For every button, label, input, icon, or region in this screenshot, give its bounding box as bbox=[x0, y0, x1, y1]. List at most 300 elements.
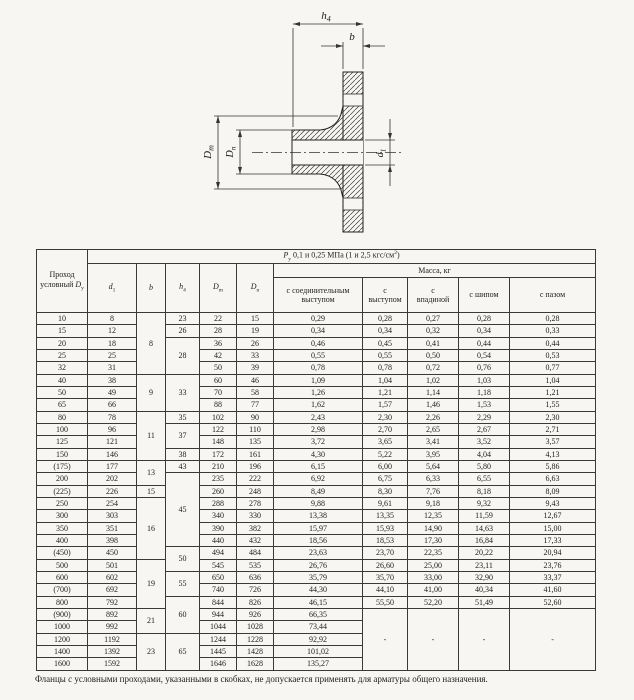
table-cell: 0,33 bbox=[510, 325, 596, 337]
table-cell: 500 bbox=[37, 559, 88, 571]
table-cell: 1600 bbox=[37, 658, 88, 670]
table-cell: 11,59 bbox=[459, 510, 510, 522]
table-cell: 121 bbox=[88, 436, 137, 448]
header-d1: $d_1$ bbox=[88, 264, 137, 313]
table-cell: 51,49 bbox=[459, 596, 510, 608]
table-cell: 4,04 bbox=[459, 448, 510, 460]
table-cell: 32 bbox=[37, 362, 88, 374]
table-cell: 800 bbox=[37, 596, 88, 608]
table-cell: 65 bbox=[166, 633, 200, 670]
table-cell: 300 bbox=[37, 510, 88, 522]
table-cell: 46 bbox=[237, 374, 274, 386]
table-cell: 1,62 bbox=[274, 399, 363, 411]
bolt-hole-band-bottom bbox=[344, 198, 363, 210]
table-row bbox=[37, 559, 596, 571]
table-cell: 1,53 bbox=[459, 399, 510, 411]
table-cell: 1,18 bbox=[459, 386, 510, 398]
table-cell: 125 bbox=[37, 436, 88, 448]
flange-section-drawing bbox=[0, 0, 634, 249]
table-row bbox=[37, 547, 596, 559]
table-cell: 161 bbox=[237, 448, 274, 460]
table-cell: 20 bbox=[37, 337, 88, 349]
table-cell: 1,26 bbox=[274, 386, 363, 398]
table-cell: 0,32 bbox=[408, 325, 459, 337]
table-row bbox=[37, 497, 596, 509]
table-cell: 70 bbox=[200, 386, 237, 398]
table-cell: 6,00 bbox=[363, 460, 408, 472]
table-cell: 226 bbox=[88, 485, 137, 497]
table-cell: 535 bbox=[237, 559, 274, 571]
table-row bbox=[37, 337, 596, 349]
table-cell: 39 bbox=[237, 362, 274, 374]
table-cell: 248 bbox=[237, 485, 274, 497]
table-cell: 35,79 bbox=[274, 571, 363, 583]
table-cell: 31 bbox=[88, 362, 137, 374]
table-cell: 740 bbox=[200, 584, 237, 596]
table-cell: 15 bbox=[137, 485, 166, 497]
table-row bbox=[37, 485, 596, 497]
table-cell: 2,65 bbox=[408, 423, 459, 435]
table-cell: 12,35 bbox=[408, 510, 459, 522]
table-cell: 49 bbox=[88, 386, 137, 398]
table-cell: 288 bbox=[200, 497, 237, 509]
table-cell: 1,21 bbox=[363, 386, 408, 398]
flange-table-body bbox=[37, 313, 596, 671]
table-cell: 0,55 bbox=[274, 349, 363, 361]
table-cell: 340 bbox=[200, 510, 237, 522]
table-cell: 88 bbox=[200, 399, 237, 411]
table-cell: 1228 bbox=[237, 633, 274, 645]
table-row bbox=[37, 313, 596, 325]
table-cell: 1445 bbox=[200, 645, 237, 657]
table-cell: 0,34 bbox=[459, 325, 510, 337]
table-cell: 2,29 bbox=[459, 411, 510, 423]
table-cell: 73,44 bbox=[274, 621, 363, 633]
table-cell: 80 bbox=[37, 411, 88, 423]
table-cell: 0,28 bbox=[510, 313, 596, 325]
table-cell: 23 bbox=[137, 633, 166, 670]
table-cell: - bbox=[408, 608, 459, 670]
table-cell: 2,67 bbox=[459, 423, 510, 435]
header-mass: Масса, кг bbox=[274, 264, 596, 278]
table-cell: 46,15 bbox=[274, 596, 363, 608]
table-cell: 1,03 bbox=[459, 374, 510, 386]
table-cell: 15,93 bbox=[363, 522, 408, 534]
table-cell: 826 bbox=[237, 596, 274, 608]
table-cell: 1,55 bbox=[510, 399, 596, 411]
table-cell: 66,35 bbox=[274, 608, 363, 620]
table-cell: 13,38 bbox=[274, 510, 363, 522]
header-nominal-bore: Проход условный $D_у$ bbox=[37, 250, 88, 313]
table-cell: 18 bbox=[88, 337, 137, 349]
table-cell: 135,27 bbox=[274, 658, 363, 670]
table-cell: 222 bbox=[237, 473, 274, 485]
table-cell: 202 bbox=[88, 473, 137, 485]
table-cell: 792 bbox=[88, 596, 137, 608]
table-cell: - bbox=[363, 608, 408, 670]
header-mass-connecting-ledge: с соединительным выступом bbox=[274, 278, 363, 313]
header-b: b bbox=[137, 264, 166, 313]
table-cell: 3,41 bbox=[408, 436, 459, 448]
header-dn: $D_n$ bbox=[237, 264, 274, 313]
table-cell: 33 bbox=[237, 349, 274, 361]
table-cell: 210 bbox=[200, 460, 237, 472]
header-mass-ledge: с выступом bbox=[363, 278, 408, 313]
table-cell: 9 bbox=[137, 374, 166, 411]
table-cell: 23,70 bbox=[363, 547, 408, 559]
table-cell: 96 bbox=[88, 423, 137, 435]
table-cell: 0,78 bbox=[363, 362, 408, 374]
table-cell: 50 bbox=[37, 386, 88, 398]
table-cell: 330 bbox=[237, 510, 274, 522]
table-cell: (450) bbox=[37, 547, 88, 559]
table-cell: 44,10 bbox=[363, 584, 408, 596]
table-row bbox=[37, 608, 596, 620]
table-cell: 9,18 bbox=[408, 497, 459, 509]
table-cell: (225) bbox=[37, 485, 88, 497]
table-cell: 1646 bbox=[200, 658, 237, 670]
table-cell: 26,76 bbox=[274, 559, 363, 571]
table-row bbox=[37, 460, 596, 472]
table-cell: 1400 bbox=[37, 645, 88, 657]
table-cell: 8 bbox=[88, 313, 137, 325]
table-cell: 7,76 bbox=[408, 485, 459, 497]
table-cell: 6,55 bbox=[459, 473, 510, 485]
table-row bbox=[37, 584, 596, 596]
table-cell: 432 bbox=[237, 534, 274, 546]
table-cell: 23,11 bbox=[459, 559, 510, 571]
table-cell: 33 bbox=[166, 374, 200, 411]
table-cell: 33,37 bbox=[510, 571, 596, 583]
table-row bbox=[37, 423, 596, 435]
table-cell: 2,30 bbox=[363, 411, 408, 423]
table-cell: 36 bbox=[200, 337, 237, 349]
table-cell: (700) bbox=[37, 584, 88, 596]
table-cell: 3,72 bbox=[274, 436, 363, 448]
table-cell: 11 bbox=[137, 411, 166, 460]
table-cell: 450 bbox=[88, 547, 137, 559]
table-cell: 41,60 bbox=[510, 584, 596, 596]
table-cell: 23,76 bbox=[510, 559, 596, 571]
table-cell: 1000 bbox=[37, 621, 88, 633]
table-cell: 90 bbox=[237, 411, 274, 423]
table-row bbox=[37, 349, 596, 361]
table-cell: 19 bbox=[137, 559, 166, 608]
table-header bbox=[37, 250, 596, 313]
table-cell: 38 bbox=[88, 374, 137, 386]
table-cell: 0,45 bbox=[363, 337, 408, 349]
table-cell: 650 bbox=[200, 571, 237, 583]
table-cell: 6,15 bbox=[274, 460, 363, 472]
header-pressure: $P_у$ 0,1 и 0,25 МПа (1 и 2,5 кгс/$см^2$) bbox=[88, 250, 596, 264]
table-cell: 2,71 bbox=[510, 423, 596, 435]
table-cell: 5,86 bbox=[510, 460, 596, 472]
table-cell: - bbox=[510, 608, 596, 670]
table-cell: 0,29 bbox=[274, 313, 363, 325]
table-cell: 60 bbox=[200, 374, 237, 386]
table-cell: 351 bbox=[88, 522, 137, 534]
table-row bbox=[37, 534, 596, 546]
table-row bbox=[37, 436, 596, 448]
table-cell: 400 bbox=[37, 534, 88, 546]
table-cell: 0,46 bbox=[274, 337, 363, 349]
table-cell: 15,00 bbox=[510, 522, 596, 534]
table-row bbox=[37, 399, 596, 411]
table-cell: 122 bbox=[200, 423, 237, 435]
table-cell: 0,55 bbox=[363, 349, 408, 361]
table-cell: 25 bbox=[88, 349, 137, 361]
table-cell: 50 bbox=[166, 547, 200, 572]
table-cell: 602 bbox=[88, 571, 137, 583]
table-cell: 382 bbox=[237, 522, 274, 534]
table-cell: 926 bbox=[237, 608, 274, 620]
table-row bbox=[37, 473, 596, 485]
table-cell: 9,88 bbox=[274, 497, 363, 509]
table-row bbox=[37, 362, 596, 374]
table-cell: 2,43 bbox=[274, 411, 363, 423]
table-cell: 172 bbox=[200, 448, 237, 460]
table-cell: 18,56 bbox=[274, 534, 363, 546]
table-cell: 0,77 bbox=[510, 362, 596, 374]
table-cell: 0,53 bbox=[510, 349, 596, 361]
table-cell: 6,75 bbox=[363, 473, 408, 485]
table-cell: 43 bbox=[166, 460, 200, 472]
header-mass-recess: с впадиной bbox=[408, 278, 459, 313]
table-cell: 37 bbox=[166, 423, 200, 448]
table-cell: 17,33 bbox=[510, 534, 596, 546]
header-mass-tongue: с шипом bbox=[459, 278, 510, 313]
table-cell: 55,50 bbox=[363, 596, 408, 608]
table-cell: 278 bbox=[237, 497, 274, 509]
dimension-b bbox=[321, 42, 385, 69]
table-cell: 992 bbox=[88, 621, 137, 633]
table-cell: 35,70 bbox=[363, 571, 408, 583]
table-cell: 4,13 bbox=[510, 448, 596, 460]
table-cell: 58 bbox=[237, 386, 274, 398]
table-cell: 3,95 bbox=[408, 448, 459, 460]
table-cell: 0,44 bbox=[510, 337, 596, 349]
table-cell: 1,04 bbox=[363, 374, 408, 386]
table-cell: 8,30 bbox=[363, 485, 408, 497]
header-mass-groove: с пазом bbox=[510, 278, 596, 313]
table-cell: 52,60 bbox=[510, 596, 596, 608]
table-cell: 13,35 bbox=[363, 510, 408, 522]
header-h4: $h_4$ bbox=[166, 264, 200, 313]
table-cell: 1628 bbox=[237, 658, 274, 670]
table-cell: 9,32 bbox=[459, 497, 510, 509]
table-cell: 20,22 bbox=[459, 547, 510, 559]
table-cell: 1,57 bbox=[363, 399, 408, 411]
table-row bbox=[37, 325, 596, 337]
table-cell: 2,98 bbox=[274, 423, 363, 435]
dm-label: $D_m$ bbox=[202, 145, 216, 159]
table-cell: 440 bbox=[200, 534, 237, 546]
table-cell: 9,61 bbox=[363, 497, 408, 509]
header-dm: $D_m$ bbox=[200, 264, 237, 313]
table-cell: 50 bbox=[200, 362, 237, 374]
dn-label: $D_n$ bbox=[225, 146, 238, 158]
table-cell: 484 bbox=[237, 547, 274, 559]
table-cell: 21 bbox=[137, 608, 166, 633]
h4-label: $h_4$ bbox=[321, 10, 331, 24]
table-cell: 55 bbox=[166, 571, 200, 596]
table-cell: 1,02 bbox=[408, 374, 459, 386]
table-cell: 254 bbox=[88, 497, 137, 509]
table-cell: 3,65 bbox=[363, 436, 408, 448]
table-cell: 692 bbox=[88, 584, 137, 596]
table-cell: 100 bbox=[37, 423, 88, 435]
table-cell: 65 bbox=[37, 399, 88, 411]
table-cell: 6,33 bbox=[408, 473, 459, 485]
table-cell: 52,20 bbox=[408, 596, 459, 608]
table-cell: 14,63 bbox=[459, 522, 510, 534]
table-cell: 15 bbox=[237, 313, 274, 325]
dimension-dn bbox=[236, 130, 296, 174]
table-cell: 12 bbox=[88, 325, 137, 337]
table-cell: 15 bbox=[37, 325, 88, 337]
table-cell: 22 bbox=[200, 313, 237, 325]
table-cell: 23 bbox=[166, 313, 200, 325]
table-cell: 177 bbox=[88, 460, 137, 472]
table-row bbox=[37, 510, 596, 522]
table-cell: 1,46 bbox=[408, 399, 459, 411]
table-cell: 32,90 bbox=[459, 571, 510, 583]
table-cell: 8,09 bbox=[510, 485, 596, 497]
table-cell: 0,28 bbox=[459, 313, 510, 325]
table-cell: 0,28 bbox=[363, 313, 408, 325]
table-row bbox=[37, 596, 596, 608]
table-cell: 0,50 bbox=[408, 349, 459, 361]
table-cell: 25,00 bbox=[408, 559, 459, 571]
table-row bbox=[37, 411, 596, 423]
table-cell: 1428 bbox=[237, 645, 274, 657]
table-cell: 1,21 bbox=[510, 386, 596, 398]
table-cell: 16 bbox=[137, 497, 166, 559]
table-cell: 1200 bbox=[37, 633, 88, 645]
table-cell: 3,57 bbox=[510, 436, 596, 448]
table-cell: 12,67 bbox=[510, 510, 596, 522]
footnote: Фланцы с условными проходами, указанными в скобках, не допускается применять для арматуры общего назначения. bbox=[35, 674, 488, 684]
table-cell: 1392 bbox=[88, 645, 137, 657]
table-cell: 26 bbox=[166, 325, 200, 337]
table-cell: 33,00 bbox=[408, 571, 459, 583]
table-cell: 494 bbox=[200, 547, 237, 559]
table-cell: 60 bbox=[166, 596, 200, 633]
table-cell: 600 bbox=[37, 571, 88, 583]
table-cell: 1028 bbox=[237, 621, 274, 633]
table-cell: 390 bbox=[200, 522, 237, 534]
table-cell: 1244 bbox=[200, 633, 237, 645]
table-cell: 14,90 bbox=[408, 522, 459, 534]
table-cell: 0,72 bbox=[408, 362, 459, 374]
table-cell: 150 bbox=[37, 448, 88, 460]
table-cell: 5,64 bbox=[408, 460, 459, 472]
table-row bbox=[37, 522, 596, 534]
table-cell: 260 bbox=[200, 485, 237, 497]
table-cell: 398 bbox=[88, 534, 137, 546]
table-cell: 45 bbox=[166, 473, 200, 547]
table-cell: 250 bbox=[37, 497, 88, 509]
table-cell: 0,27 bbox=[408, 313, 459, 325]
table-cell: 110 bbox=[237, 423, 274, 435]
table-cell: 44,30 bbox=[274, 584, 363, 596]
table-cell: 17,30 bbox=[408, 534, 459, 546]
table-cell: 23,63 bbox=[274, 547, 363, 559]
table-cell: 148 bbox=[200, 436, 237, 448]
table-cell: 1,14 bbox=[408, 386, 459, 398]
bolt-hole-band-top bbox=[344, 94, 363, 106]
table-cell: 102 bbox=[200, 411, 237, 423]
table-cell: 5,80 bbox=[459, 460, 510, 472]
table-cell: 26 bbox=[237, 337, 274, 349]
table-cell: 16,84 bbox=[459, 534, 510, 546]
table-cell: 6,63 bbox=[510, 473, 596, 485]
table-cell: 38 bbox=[166, 448, 200, 460]
table-cell: 42 bbox=[200, 349, 237, 361]
table-cell: 1,09 bbox=[274, 374, 363, 386]
table-cell: 196 bbox=[237, 460, 274, 472]
table-cell: 2,70 bbox=[363, 423, 408, 435]
table-cell: 1044 bbox=[200, 621, 237, 633]
table-cell: 135 bbox=[237, 436, 274, 448]
table-cell: 25 bbox=[37, 349, 88, 361]
table-cell: 8,18 bbox=[459, 485, 510, 497]
table-cell: 15,97 bbox=[274, 522, 363, 534]
table-cell: 19 bbox=[237, 325, 274, 337]
table-cell: 844 bbox=[200, 596, 237, 608]
table-cell: 636 bbox=[237, 571, 274, 583]
table-cell: 5,22 bbox=[363, 448, 408, 460]
table-cell: 8 bbox=[137, 313, 166, 375]
table-cell: 20,94 bbox=[510, 547, 596, 559]
table-cell: 6,92 bbox=[274, 473, 363, 485]
table-cell: 726 bbox=[237, 584, 274, 596]
table-cell: 0,34 bbox=[274, 325, 363, 337]
table-cell: 200 bbox=[37, 473, 88, 485]
table-cell: 9,43 bbox=[510, 497, 596, 509]
flange-dimensions-table bbox=[36, 249, 596, 671]
table-row bbox=[37, 448, 596, 460]
table-cell: 2,30 bbox=[510, 411, 596, 423]
table-cell: 101,02 bbox=[274, 645, 363, 657]
table-cell: 0,44 bbox=[459, 337, 510, 349]
table-cell: 0,78 bbox=[274, 362, 363, 374]
table-cell: (900) bbox=[37, 608, 88, 620]
table-cell: 28 bbox=[200, 325, 237, 337]
b-label: b bbox=[349, 31, 355, 43]
table-cell: 2,26 bbox=[408, 411, 459, 423]
table-cell: 3,52 bbox=[459, 436, 510, 448]
table-cell: 10 bbox=[37, 313, 88, 325]
flange-table-container bbox=[36, 249, 597, 671]
table-cell: 13 bbox=[137, 460, 166, 485]
table-cell: 0,41 bbox=[408, 337, 459, 349]
table-cell: 501 bbox=[88, 559, 137, 571]
table-cell: 235 bbox=[200, 473, 237, 485]
table-cell: 146 bbox=[88, 448, 137, 460]
table-cell: 78 bbox=[88, 411, 137, 423]
table-cell: 18,53 bbox=[363, 534, 408, 546]
table-cell: 1192 bbox=[88, 633, 137, 645]
table-cell: 40,34 bbox=[459, 584, 510, 596]
table-cell: 1,04 bbox=[510, 374, 596, 386]
table-cell: 944 bbox=[200, 608, 237, 620]
table-cell: 0,54 bbox=[459, 349, 510, 361]
table-cell: 892 bbox=[88, 608, 137, 620]
table-cell: (175) bbox=[37, 460, 88, 472]
table-cell: 26,60 bbox=[363, 559, 408, 571]
table-cell: 66 bbox=[88, 399, 137, 411]
